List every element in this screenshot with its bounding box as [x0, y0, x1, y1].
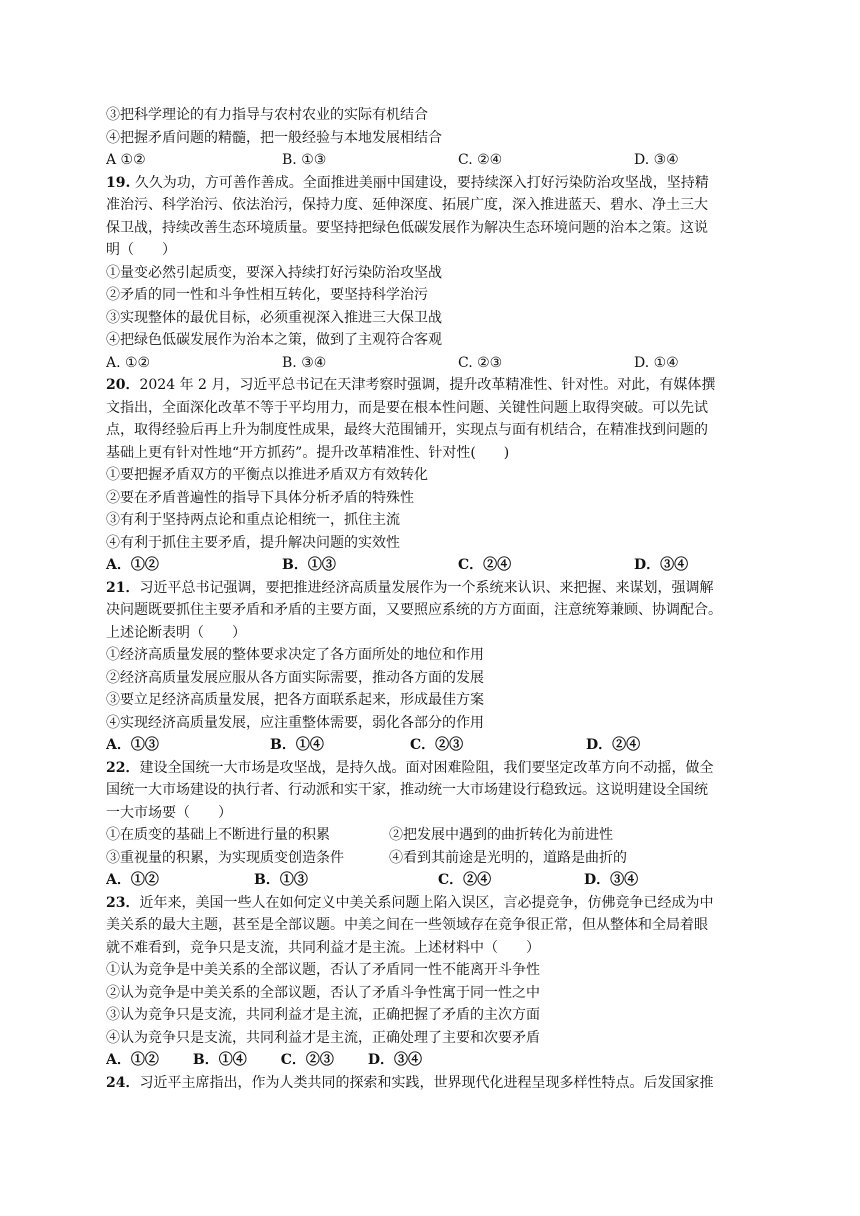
q19-stem-line-3: 保卫战，持续改善生态环境质量。要坚持把绿色低碳发展作为解决生态环境问题的治本之策。这说: [106, 219, 708, 236]
q19-option-a: A. ①②: [106, 354, 151, 371]
q20-option-b: B．①③: [282, 557, 336, 573]
q21-number: 21．: [106, 579, 140, 596]
q20-stem-line-2: 文指出，全面深化改革不等于平均用力，而是要在根本性问题、关键性问题上取得突破。可以先试: [106, 399, 708, 416]
q21-stem-line-2: 决问题既要抓住主要矛盾和矛盾的主要方面，又要照应系统的方方面面，注意统筹兼顾、协调配合。: [106, 602, 722, 618]
q19-option-b: B. ③④: [282, 354, 327, 371]
q18-options: [106, 149, 766, 172]
q23-stem-line-1: 23．近年来，美国一些人在如何定义中美关系问题上陷入误区，言必提竞争，仿佛竞争已经成为中: [106, 894, 714, 911]
q20-statement-3: ③有利于坚持两点论和重点论相统一，抓住主流: [106, 512, 400, 528]
q22-number: 22．: [106, 759, 140, 776]
q20-option-a: A．①②: [106, 557, 159, 573]
q20-stem-line-4: 基础上更有针对性地“开方抓药”。提升改革精准性、针对性( ): [106, 444, 510, 461]
q19-options: [106, 352, 766, 375]
q22-stem-line-2: 国统一大市场建设的执行者、行动派和实干家，推动统一大市场建设行稳致远。这说明建设全国统: [106, 782, 708, 798]
q21-statement-2: ②经济高质量发展应服从各方面实际需要，推动各方面的发展: [106, 669, 484, 686]
q22-statement-2: ②把发展中遇到的曲折转化为前进性: [389, 827, 613, 843]
q19-stem-line-1: 19. 久久为功，方可善作善成。全面推进美丽中国建设，要持续深入打好污染防治攻坚战，坚持精: [106, 174, 709, 191]
q21-option-c: C．②③: [410, 737, 464, 753]
q23-option-c: C．②③: [280, 1052, 334, 1068]
q23-options: [106, 1049, 766, 1072]
q18-option-c: C. ②④: [458, 152, 503, 168]
q19-statement-4: ④把绿色低碳发展作为治本之策，做到了主观符合客观: [106, 332, 442, 348]
q24-stem-line-1: 24．习近平主席指出，作为人类共同的探索和实践，世界现代化进程呈现多样性特点。后发国家推: [106, 1074, 714, 1091]
q19-stem-line-4: 明（ ）: [106, 242, 176, 258]
q22-options: [106, 869, 766, 892]
q23-statement-4: ④认为竞争只是支流，共同利益才是主流，正确处理了主要和次要矛盾: [106, 1029, 540, 1046]
q23-statement-3: ③认为竞争只是支流，共同利益才是主流，正确把握了矛盾的主次方面: [106, 1007, 540, 1023]
q22-statement-3: ③重视量的积累，为实现质变创造条件: [106, 849, 344, 866]
q18-option-a: A ①②: [106, 152, 146, 168]
q19-stem-line-2: 准治污、科学治污、依法治污，保持力度、延伸深度、拓展广度，深入推进蓝天、碧水、净土三大: [106, 197, 708, 213]
q23-stem-line-2: 美关系的最大主题，甚至是全部议题。中美之间在一些领域存在竞争很正常，但从整体和全局着眼: [106, 917, 708, 933]
q18-option-b: B. ①③: [282, 152, 327, 168]
q22-stem-line-3: 一大市场要（ ）: [106, 804, 232, 821]
q18-statement-3: ③把科学理论的有力指导与农村农业的实际有机结合: [106, 107, 428, 123]
exam-page: [106, 104, 766, 1094]
q21-stem-line-3: 上述论断表明（ ）: [106, 624, 246, 641]
q23-statement-2: ②认为竞争是中美关系的全部议题，否认了矛盾斗争性寓于同一性之中: [106, 984, 540, 1001]
q20-stem-line-3: 点，取得经验后再上升为制度性成果，最终大范围铺开，实现点与面有机结合，在精准找到问题的: [106, 422, 708, 438]
q23-option-b: B．①④: [192, 1052, 247, 1068]
q22-option-c: C．②④: [438, 872, 492, 888]
q23-stem-line-3: 就不难看到，竞争只是支流，共同利益才是主流。上述材料中（ ）: [106, 939, 540, 956]
q20-option-d: D．③④: [634, 557, 689, 573]
q21-statement-1: ①经济高质量发展的整体要求决定了各方面所处的地位和作用: [106, 647, 484, 663]
q20-statement-1: ①要把握矛盾双方的平衡点以推进矛盾双方有效转化: [106, 467, 428, 483]
q22-option-d: D．③④: [584, 872, 639, 888]
q22-statements-row-2: [106, 847, 766, 870]
q19-option-c: C. ②③: [458, 354, 503, 371]
q20-number: 20．: [106, 377, 140, 393]
q18-statement-4: ④把握矛盾问题的精髓，把一般经验与本地发展相结合: [106, 129, 442, 146]
q20-options: [106, 554, 766, 577]
q21-statement-4: ④实现经济高质量发展，应注重整体需要，弱化各部分的作用: [106, 714, 484, 731]
q19-statement-1: ①量变必然引起质变，要深入持续打好污染防治攻坚战: [106, 264, 442, 281]
q24-number: 24．: [106, 1074, 140, 1091]
q23-statement-1: ①认为竞争是中美关系的全部议题，否认了矛盾同一性不能离开斗争性: [106, 962, 540, 978]
q20-option-c: C．②④: [458, 557, 512, 573]
q19-statement-2: ②矛盾的同一性和斗争性相互转化，要坚持科学治污: [106, 287, 428, 303]
q21-options: [106, 734, 766, 757]
q22-statements-row-1: [106, 824, 766, 847]
q22-option-a: A．①②: [106, 872, 159, 888]
q19-number: 19.: [106, 174, 131, 191]
q18-option-d: D. ③④: [634, 152, 679, 168]
q23-option-a: A．①②: [106, 1052, 159, 1068]
q20-statement-2: ②要在矛盾普遍性的指导下具体分析矛盾的特殊性: [106, 489, 414, 506]
q21-statement-3: ③要立足经济高质量发展，把各方面联系起来，形成最佳方案: [106, 692, 484, 708]
q21-stem-line-1: 21．习近平总书记强调，要把推进经济高质量发展作为一个系统来认识、来把握、来谋划，强调解: [106, 579, 714, 596]
q20-stem-line-1: 20．2024 年 2 月，习近平总书记在天津考察时强调，提升改革精准性、针对性。对此，有媒体撰: [106, 377, 716, 393]
q22-option-b: B．①③: [254, 872, 308, 888]
q19-option-d: D. ①④: [634, 354, 679, 371]
q22-stem-line-1: 22．建设全国统一大市场是攻坚战，是持久战。面对困难险阻，我们要坚定改革方向不动摇，做全: [106, 759, 714, 776]
q22-statement-1: ①在质变的基础上不断进行量的积累: [106, 827, 330, 843]
q23-number: 23．: [106, 894, 140, 911]
q22-statement-4: ④看到其前途是光明的，道路是曲折的: [389, 849, 627, 866]
q23-option-d: D．③④: [367, 1052, 423, 1068]
q21-option-b: B．①④: [270, 737, 324, 753]
q21-option-d: D．②④: [586, 737, 641, 753]
q21-option-a: A．①③: [106, 737, 159, 753]
q19-statement-3: ③实现整体的最优目标，必须重视深入推进三大保卫战: [106, 309, 442, 326]
q20-statement-4: ④有利于抓住主要矛盾，提升解决问题的实效性: [106, 534, 400, 551]
